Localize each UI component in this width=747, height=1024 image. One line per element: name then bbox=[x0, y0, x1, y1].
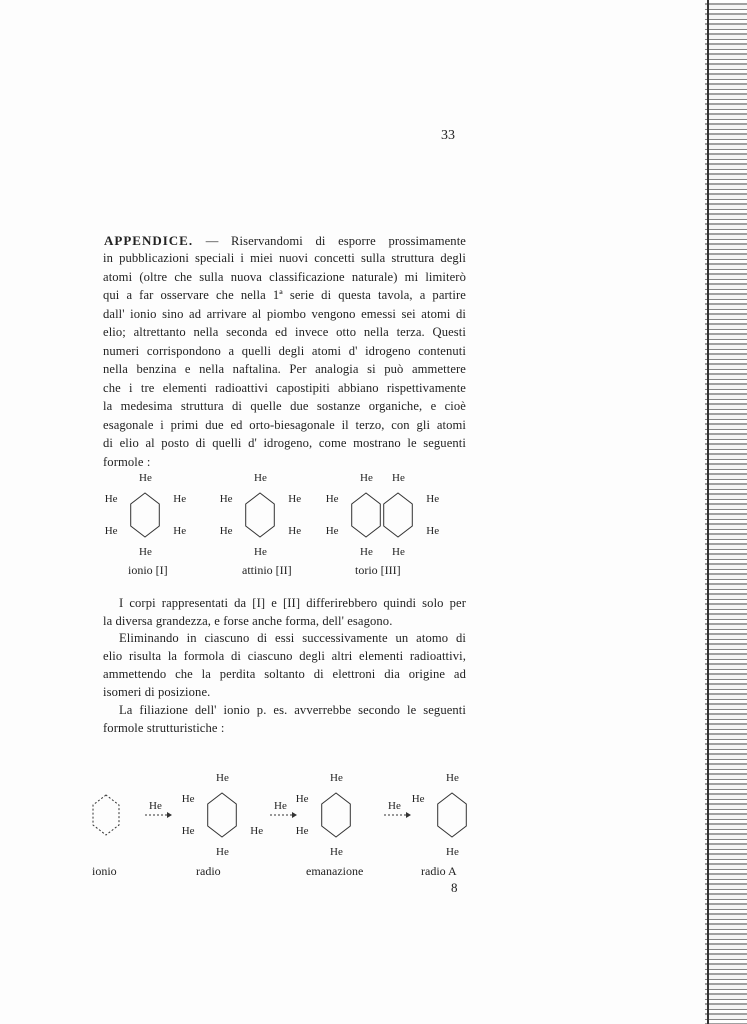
paragraph-line: Eliminando in ciascuno di essi successivamente un atomo di bbox=[119, 631, 466, 645]
helium-atom-label: He bbox=[219, 525, 233, 537]
helium-atom-label: He bbox=[411, 793, 425, 805]
paragraph-line: numeri corrispondono a quelli degli atomi d' idrogeno contenuti bbox=[103, 344, 466, 358]
paragraph-line: formole : bbox=[103, 455, 151, 469]
paragraph-line: di elio al posto di quelli d' idrogeno, come mostrano le seguenti bbox=[103, 436, 466, 450]
helium-atom-label: He bbox=[254, 546, 267, 558]
paragraph-line: APPENDICE. — Riservandomi di esporre prossimamente bbox=[104, 233, 466, 248]
helium-atom-label: He bbox=[446, 846, 459, 858]
helium-atom-label: He bbox=[288, 525, 302, 537]
helium-atom-label: He bbox=[216, 772, 229, 784]
paragraph-line: che i tre elementi radioattivi capostipiti abbiano rispettivamente bbox=[103, 381, 466, 395]
helium-atom-label: He bbox=[295, 793, 309, 805]
paragraph-line: in pubblicazioni speciali i miei nuovi concetti sulla struttura degli bbox=[103, 251, 466, 265]
arrow-head bbox=[292, 812, 297, 818]
helium-atom-label: He bbox=[360, 472, 373, 484]
paragraph-line: la medesima struttura di quelle due sostanze organiche, e cioè bbox=[103, 399, 466, 413]
paragraph-line: I corpi rappresentati da [I] e [II] differirebbero quindi solo per bbox=[119, 596, 466, 610]
formula-caption: ionio [I] bbox=[128, 563, 168, 577]
section-heading: APPENDICE. bbox=[104, 233, 194, 248]
helium-atom-label: He bbox=[219, 493, 233, 505]
arrow-head bbox=[167, 812, 172, 818]
formula-caption: emanazione bbox=[306, 864, 364, 878]
helium-atom-label: He bbox=[325, 525, 339, 537]
helium-atom-label: He bbox=[139, 546, 152, 558]
formula-caption: attinio [II] bbox=[242, 563, 292, 577]
helium-atom-label: He bbox=[330, 846, 343, 858]
paragraph-line: atomi (oltre che sulla nuova classificazione naturale) mi limiterò bbox=[103, 270, 466, 284]
hexagon-ring bbox=[208, 793, 237, 837]
paragraph-line: dall' ionio sino ad arrivare al piombo vengono emessi sei atomi di bbox=[103, 307, 466, 321]
paragraph-line: elio; altrettanto nella seconda ed invece otto nella terza. Questi bbox=[103, 325, 466, 339]
helium-atom-label: He bbox=[250, 825, 264, 837]
formula-caption: radio bbox=[196, 864, 221, 878]
helium-atom-label: He bbox=[288, 493, 302, 505]
paragraph-line: ammettendo che la perdita soltanto di elettroni dia origine ad bbox=[103, 667, 466, 681]
helium-atom-label: He bbox=[216, 846, 229, 858]
hexagon-ring bbox=[131, 493, 160, 537]
helium-atom-label: He bbox=[149, 800, 162, 812]
paragraph-line: esagonale i primi due ed orto-biesagonale il terzo, con gli atomi bbox=[103, 418, 466, 432]
page-number: 33 bbox=[441, 128, 455, 143]
helium-atom-label: He bbox=[139, 472, 152, 484]
helium-atom-label: He bbox=[181, 825, 195, 837]
helium-atom-label: He bbox=[173, 493, 187, 505]
paragraph-line: isomeri di posizione. bbox=[103, 685, 211, 699]
hexagon-ring bbox=[93, 795, 119, 835]
helium-atom-label: He bbox=[173, 525, 187, 537]
helium-atom-label: He bbox=[274, 800, 287, 812]
paragraph-line: La filiazione dell' ionio p. es. avverrebbe secondo le seguenti bbox=[119, 703, 466, 717]
formula-caption: radio A bbox=[421, 864, 457, 878]
helium-atom-label: He bbox=[426, 525, 440, 537]
helium-atom-label: He bbox=[295, 825, 309, 837]
paragraph-line: nella benzina e nella naftalina. Per analogia si può ammettere bbox=[103, 362, 466, 376]
hexagon-ring bbox=[384, 493, 413, 537]
helium-atom-label: He bbox=[388, 800, 401, 812]
helium-atom-label: He bbox=[181, 793, 195, 805]
helium-atom-label: He bbox=[446, 772, 459, 784]
hexagon-ring bbox=[438, 793, 467, 837]
helium-atom-label: He bbox=[325, 493, 339, 505]
helium-atom-label: He bbox=[104, 493, 118, 505]
helium-atom-label: He bbox=[254, 472, 267, 484]
signature-mark: 8 bbox=[451, 880, 458, 895]
formula-caption: ionio bbox=[92, 864, 117, 878]
helium-atom-label: He bbox=[392, 472, 405, 484]
hexagon-ring bbox=[322, 793, 351, 837]
helium-atom-label: He bbox=[392, 546, 405, 558]
formula-caption: torio [III] bbox=[355, 563, 401, 577]
helium-atom-label: He bbox=[104, 525, 118, 537]
helium-atom-label: He bbox=[360, 546, 373, 558]
hexagon-ring bbox=[352, 493, 381, 537]
paragraph-line: elio risulta la formola di ciascuno degli altri elementi radioattivi, bbox=[103, 649, 466, 663]
helium-atom-label: He bbox=[426, 493, 440, 505]
paragraph-line: qui a far osservare che nella 1ª serie di questa tavola, a partire bbox=[103, 288, 466, 302]
helium-atom-label: He bbox=[330, 772, 343, 784]
paragraph-line: formole strutturistiche : bbox=[103, 721, 225, 735]
arrow-head bbox=[406, 812, 411, 818]
paragraph-line: la diversa grandezza, e forse anche forma, dell' esagono. bbox=[103, 614, 393, 628]
hexagon-ring bbox=[246, 493, 275, 537]
